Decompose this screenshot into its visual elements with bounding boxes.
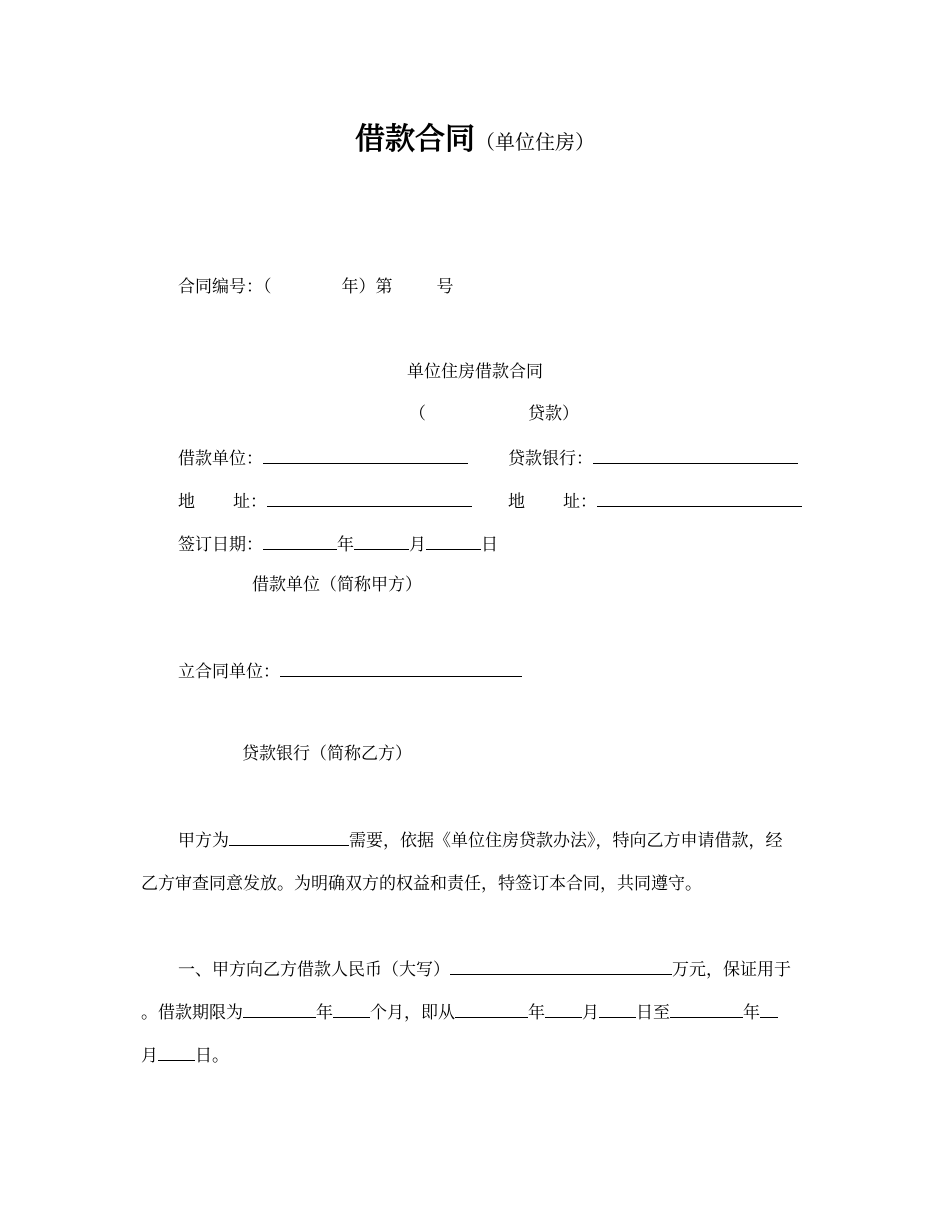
borrower-address-blank[interactable] [267, 489, 472, 507]
bank-blank[interactable] [593, 446, 798, 464]
sign-date-label: 签订日期： [178, 535, 263, 555]
clause-1-line-1 [178, 957, 791, 981]
clause-1-line-2 [141, 1000, 778, 1024]
bank-field [508, 446, 798, 470]
bank-address-field [508, 489, 802, 513]
borrower-address-field [178, 489, 472, 513]
amount-blank[interactable] [450, 957, 672, 975]
paragraph-1-line-2: 乙方审查同意发放。为明确双方的权益和责任，特签订本合同，共同遵守。 [141, 874, 702, 894]
contract-unit-label: 立合同单位： [178, 662, 280, 682]
clause1-g: 月 [582, 1003, 599, 1023]
title-main: 借款合同 [355, 122, 475, 157]
end-month-blank[interactable] [760, 1000, 778, 1018]
sign-year-blank[interactable] [263, 532, 337, 550]
loan-type-open: （ [409, 404, 426, 424]
paragraph-1-line-1 [178, 828, 783, 852]
day-label: 日 [481, 535, 498, 555]
borrower-blank[interactable] [263, 446, 468, 464]
clause1-a: 一、甲方向乙方借款人民币（大写） [178, 960, 450, 980]
sign-day-blank[interactable] [426, 532, 481, 550]
bank-address-blank[interactable] [597, 489, 802, 507]
address-char-2: 址： [233, 492, 267, 512]
end-year-blank[interactable] [670, 1000, 743, 1018]
address-char-2: 址： [563, 492, 597, 512]
bank-label: 贷款银行： [508, 449, 593, 469]
borrower-label: 借款单位： [178, 449, 263, 469]
clause1-f: 年 [528, 1003, 545, 1023]
document-title [0, 114, 950, 158]
clause1-d: 年 [316, 1003, 333, 1023]
contract-unit-field [178, 659, 522, 683]
clause1-h: 日至 [636, 1003, 670, 1023]
borrower-field [178, 446, 468, 470]
term-month-blank[interactable] [333, 1000, 370, 1018]
contract-no-suffix: 号 [436, 277, 454, 297]
contract-no-year: 年）第 [341, 277, 393, 297]
sign-date-field [178, 532, 498, 556]
sign-month-blank[interactable] [354, 532, 409, 550]
contract-number-line [178, 276, 454, 298]
address-char-1: 地 [508, 492, 525, 512]
para1-part1: 甲方为 [178, 831, 229, 851]
clause1-e: 个月，即从 [370, 1003, 455, 1023]
clause1-b: 万元，保证用于 [672, 960, 791, 980]
clause1-k: 日。 [195, 1046, 229, 1066]
end-day-blank[interactable] [158, 1043, 195, 1061]
start-month-blank[interactable] [545, 1000, 582, 1018]
start-day-blank[interactable] [599, 1000, 636, 1018]
address-char-1: 地 [178, 492, 195, 512]
contract-unit-blank[interactable] [280, 659, 522, 677]
clause1-i: 年 [743, 1003, 760, 1023]
para1-part2: 需要，依据《单位住房贷款办法》，特向乙方申请借款，经 [349, 831, 783, 851]
term-year-blank[interactable] [243, 1000, 316, 1018]
year-label: 年 [337, 535, 354, 555]
party-b-heading: 贷款银行（简称乙方） [242, 744, 412, 764]
contract-subtitle: 单位住房借款合同 [407, 362, 543, 382]
purpose-blank[interactable] [229, 828, 349, 846]
month-label: 月 [409, 535, 426, 555]
loan-type-line [409, 403, 579, 425]
loan-type-close: 贷款） [528, 404, 579, 424]
clause-1-line-3 [141, 1043, 229, 1067]
party-a-heading: 借款单位（简称甲方） [252, 575, 422, 595]
title-sub: （单位住房） [475, 130, 595, 154]
clause1-j: 月 [141, 1046, 158, 1066]
contract-no-prefix: 合同编号：（ [178, 277, 272, 297]
clause1-c: 。借款期限为 [141, 1003, 243, 1023]
start-year-blank[interactable] [455, 1000, 528, 1018]
